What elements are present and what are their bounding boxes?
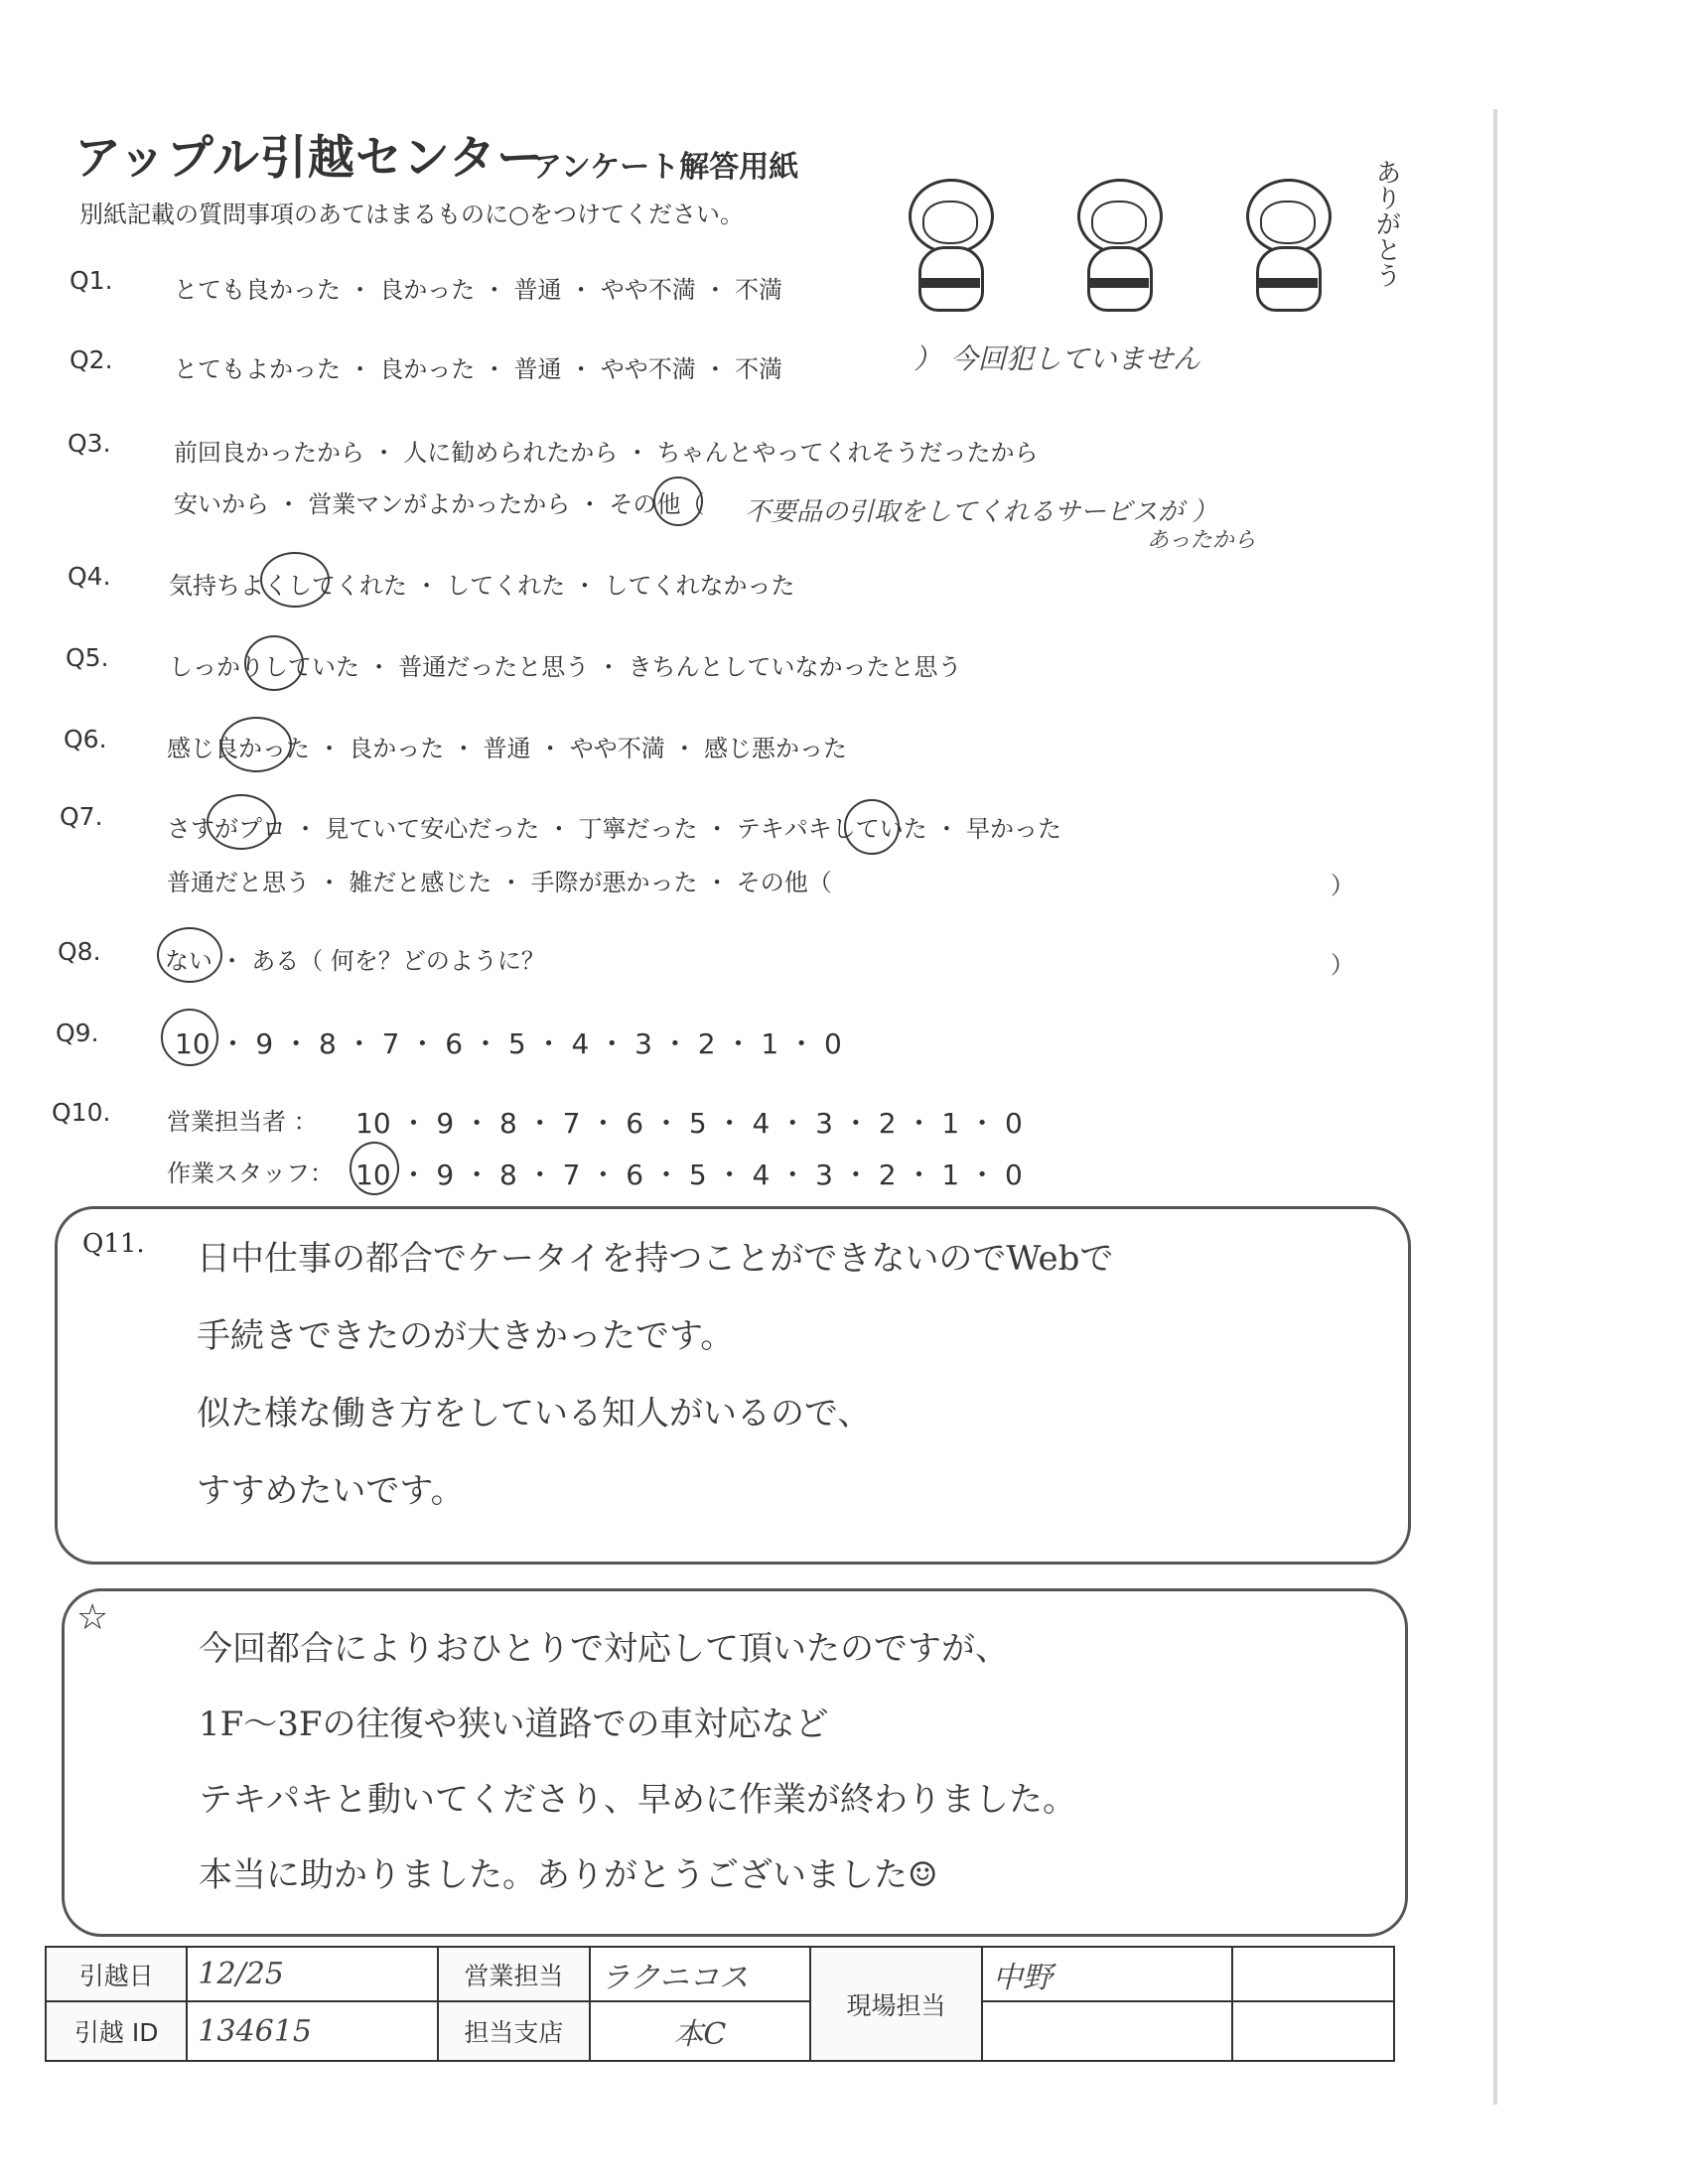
q3-options-line2: 安いから ・ 営業マンがよかったから ・ その他（	[174, 490, 705, 518]
page-edge	[1493, 109, 1497, 2105]
q3-handwritten-note: 不要品の引取をしてくれるサービスが ）	[745, 497, 1218, 527]
q8-label: Q8.	[58, 937, 101, 966]
star-line-3: テキパキと動いてくださり、早めに作業が終わりました。	[199, 1780, 1076, 1820]
q10-staff-options: 10 ・ 9 ・ 8 ・ 7 ・ 6 ・ 5 ・ 4 ・ 3 ・ 2 ・ 1 ・ 0	[355, 1159, 1023, 1191]
q8-options: ない ・ ある（ 何を？どのように？	[165, 947, 545, 975]
q3-label: Q3.	[68, 429, 111, 458]
q6-options: 感じ良かった ・ 良かった ・ 普通 ・ やや不満 ・ 感じ悪かった	[167, 735, 848, 762]
star-line-1: 今回都合によりおひとりで対応して頂いたのですが、	[199, 1629, 1009, 1669]
q7-label: Q7.	[60, 802, 103, 831]
blank-cell	[1232, 1947, 1394, 2001]
branch-label: 担当支店	[438, 2001, 589, 2061]
q10-label: Q10.	[52, 1098, 111, 1127]
q8-selection-circle	[157, 927, 222, 983]
q6-label: Q6.	[64, 725, 107, 753]
blank-cell	[982, 2001, 1233, 2061]
q8-close-paren: ）	[1331, 951, 1354, 979]
star-line-4: 本当に助かりました。ありがとうございました☺	[199, 1855, 938, 1895]
move-id-value: 134615	[187, 2001, 438, 2061]
q1-label: Q1.	[70, 266, 113, 295]
q10-sales-options: 10 ・ 9 ・ 8 ・ 7 ・ 6 ・ 5 ・ 4 ・ 3 ・ 2 ・ 1 ・ 0	[355, 1107, 1023, 1140]
monkey-mascot-icon	[1057, 179, 1177, 318]
q5-options: しっかりしていた ・ 普通だったと思う ・ きちんとしていなかったと思う	[169, 653, 962, 681]
q11-line-4: すすめたいです。	[197, 1471, 465, 1511]
q11-line-3: 似た様な働き方をしている知人がいるので、	[197, 1394, 872, 1433]
q7-selection-circle-pro	[207, 794, 276, 850]
q3-handwritten-note-cont: あったから	[1147, 528, 1256, 553]
q9-label: Q9.	[56, 1019, 99, 1047]
q11-label: Q11.	[82, 1229, 145, 1259]
sales-label: 営業担当	[438, 1947, 589, 2001]
q7-options-line1: さすがプロ ・ 見ていて安心だった ・ 丁寧だった ・ テキパキしていた ・ 早かった	[167, 815, 1062, 843]
q10-sales-label: 営業担当者 ：	[167, 1108, 318, 1136]
mascot-illustration	[889, 159, 1405, 318]
q6-selection-circle	[220, 717, 292, 772]
q11-comment-box	[55, 1206, 1411, 1565]
q11-line-2: 手続きできたのが大きかったです。	[197, 1316, 735, 1356]
branch-value: 本C	[590, 2001, 811, 2061]
q10-staff-selection-circle	[350, 1142, 399, 1195]
mascot-thanks-text: ありがとう	[1371, 159, 1401, 288]
q5-label: Q5.	[66, 643, 109, 672]
monkey-mascot-icon	[1226, 179, 1345, 318]
company-title: アップル引越センター	[74, 131, 544, 186]
site-label: 現場担当	[810, 1947, 982, 2061]
q10-staff-label: 作業スタッフ：	[167, 1160, 334, 1187]
star-icon: ☆	[76, 1597, 109, 1638]
q3-selection-circle	[653, 477, 703, 526]
q3-options-line1: 前回良かったから ・ 人に勧められたから ・ ちゃんとやってくれそうだったから	[174, 439, 1039, 467]
instruction-text: 別紙記載の質問事項のあてはまるものに○をつけてください。	[79, 201, 744, 228]
move-date-label: 引越日	[46, 1947, 187, 2001]
site-value: 中野	[982, 1947, 1233, 2001]
q4-options: 気持ちよくしてくれた ・ してくれた ・ してくれなかった	[169, 572, 795, 600]
q2-label: Q2.	[70, 345, 113, 374]
move-date-value: 12/25	[187, 1947, 438, 2001]
q11-line-1: 日中仕事の都合でケータイを持つことができないのでWebで	[197, 1239, 1114, 1279]
record-table	[45, 1946, 1395, 2062]
q7-close-paren: ）	[1331, 872, 1354, 899]
monkey-mascot-icon	[889, 179, 1008, 318]
q2-options: とてもよかった ・ 良かった ・ 普通 ・ やや不満 ・ 不満	[174, 355, 783, 383]
star-line-2: 1F～3Fの往復や狭い道路での車対応など	[199, 1705, 829, 1744]
sales-value: ラクニコス	[590, 1947, 811, 2001]
free-comment-box	[62, 1588, 1408, 1937]
move-id-label: 引越 ID	[46, 2001, 187, 2061]
blank-cell	[1232, 2001, 1394, 2061]
q4-selection-circle	[260, 552, 330, 608]
q9-selection-circle	[161, 1009, 218, 1066]
q2-handwritten-note: ） 今回犯していません	[914, 342, 1200, 375]
q5-selection-circle	[244, 635, 304, 691]
q7-selection-circle-tekipaki	[844, 799, 900, 855]
q1-options: とても良かった ・ 良かった ・ 普通 ・ やや不満 ・ 不満	[174, 276, 783, 304]
q4-label: Q4.	[68, 562, 111, 591]
form-subtitle: アンケート解答用紙	[532, 150, 799, 185]
q7-options-line2: 普通だと思う ・ 雑だと感じた ・ 手際が悪かった ・ その他（	[167, 869, 832, 896]
q9-options: 10 ・ 9 ・ 8 ・ 7 ・ 6 ・ 5 ・ 4 ・ 3 ・ 2 ・ 1 ・ 0	[175, 1027, 842, 1060]
